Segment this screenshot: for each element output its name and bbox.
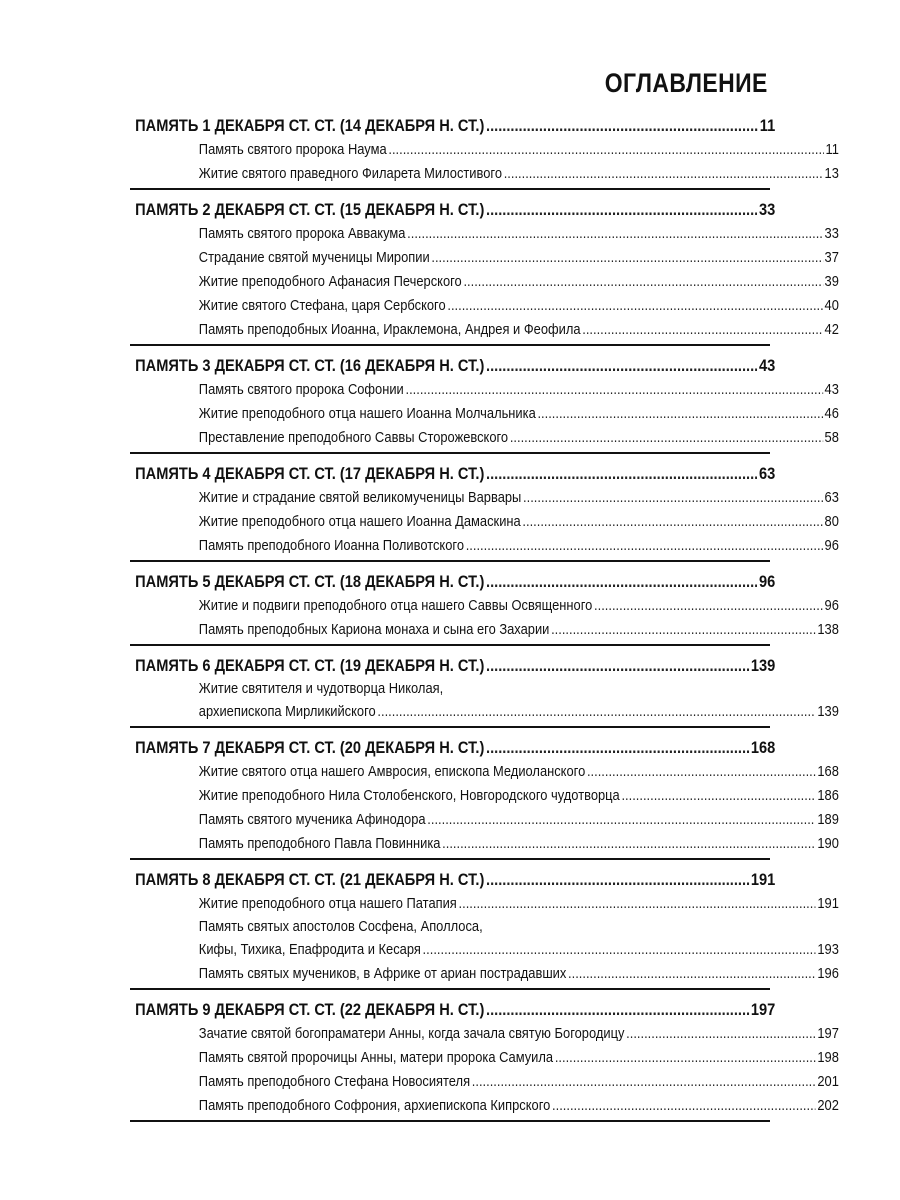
toc-entry[interactable] (130, 618, 839, 642)
section-heading[interactable] (130, 562, 780, 594)
entry-title: Память преподобного Иоанна Поливотского (198, 537, 464, 554)
leader-dots (423, 938, 816, 962)
toc-title: ОГЛАВЛЕНИЕ (604, 68, 768, 98)
leader-dots (486, 198, 757, 222)
section-page-number: 197 (750, 1000, 776, 1019)
entry-title: Житие преподобного отца нашего Иоанна Дамаскина (198, 513, 521, 530)
toc-entry[interactable] (130, 962, 839, 986)
entry-page-number: 43 (824, 381, 839, 398)
toc-section (130, 860, 839, 990)
entry-page-number: 33 (824, 225, 839, 242)
section-title: ПАМЯТЬ 9 ДЕКАБРЯ СТ. СТ. (22 ДЕКАБРЯ Н. СТ.) (135, 1000, 485, 1019)
section-title: ПАМЯТЬ 3 ДЕКАБРЯ СТ. СТ. (16 ДЕКАБРЯ Н. СТ.) (135, 356, 485, 375)
toc-entry[interactable] (130, 700, 839, 724)
leader-dots (459, 892, 816, 916)
section-page-number: 63 (758, 464, 776, 483)
leader-dots (388, 138, 823, 162)
toc-entry[interactable] (130, 808, 839, 832)
entry-page-number: 196 (817, 965, 839, 982)
leader-dots (510, 426, 823, 450)
section-heading[interactable] (130, 106, 780, 138)
leader-dots (626, 1022, 816, 1046)
entry-title: Житие святого Стефана, царя Сербского (198, 297, 446, 314)
entry-title: Житие преподобного Афанасия Печерского (198, 273, 462, 290)
toc-section (130, 106, 839, 190)
section-heading[interactable] (130, 646, 780, 678)
entry-title: Память преподобных Кариона монаха и сына его Захарии (198, 621, 550, 638)
toc-entry[interactable] (130, 938, 839, 962)
toc-entry[interactable] (130, 832, 839, 856)
toc-entry[interactable] (130, 138, 839, 162)
entry-title: Память преподобных Иоанна, Ираклемона, Андрея и Феофила (198, 321, 581, 338)
entry-title: Житие святого отца нашего Амвросия, епископа Медиоланского (198, 763, 586, 780)
entry-page-number: 13 (824, 165, 839, 182)
entry-page-number: 190 (817, 835, 839, 852)
leader-dots (486, 868, 749, 892)
entry-page-number: 138 (817, 621, 839, 638)
toc-entry-line[interactable] (130, 916, 839, 938)
entry-page-number: 37 (824, 249, 839, 266)
entry-title: Память преподобного Стефана Новосиятеля (198, 1073, 471, 1090)
section-title: ПАМЯТЬ 7 ДЕКАБРЯ СТ. СТ. (20 ДЕКАБРЯ Н. СТ.) (135, 738, 485, 757)
entry-page-number: 202 (817, 1097, 839, 1114)
leader-dots (486, 570, 757, 594)
leader-dots (504, 162, 823, 186)
entry-page-number: 191 (817, 895, 839, 912)
leader-dots (582, 318, 823, 342)
leader-dots (447, 294, 822, 318)
entry-title: Зачатие святой богопраматери Анны, когда зачала святую Богородицу (198, 1025, 625, 1042)
section-title: ПАМЯТЬ 6 ДЕКАБРЯ СТ. СТ. (19 ДЕКАБРЯ Н. СТ.) (135, 656, 485, 675)
entry-title: Память святого мученика Афинодора (198, 811, 426, 828)
entry-title: Кифы, Тихика, Епафродита и Кесаря (198, 941, 421, 958)
entry-page-number: 186 (817, 787, 839, 804)
leader-dots (522, 510, 822, 534)
entry-page-number: 58 (824, 429, 839, 446)
leader-dots (486, 998, 749, 1022)
leader-dots (555, 1046, 816, 1070)
entry-title: Память святого пророка Аввакума (198, 225, 406, 242)
leader-dots (486, 462, 757, 486)
entry-page-number: 96 (824, 597, 839, 614)
toc-entry[interactable] (130, 378, 839, 402)
entry-page-number: 11 (825, 141, 839, 158)
entry-title: Преставление преподобного Саввы Сторожевского (198, 429, 509, 446)
leader-dots (431, 246, 822, 270)
section-heading[interactable] (130, 190, 780, 222)
leader-dots (442, 832, 815, 856)
leader-dots (587, 760, 816, 784)
section-heading[interactable] (130, 454, 780, 486)
entry-page-number: 139 (817, 703, 839, 720)
entry-page-number: 80 (824, 513, 839, 530)
section-title: ПАМЯТЬ 8 ДЕКАБРЯ СТ. СТ. (21 ДЕКАБРЯ Н. СТ.) (135, 870, 485, 889)
toc-section (130, 728, 839, 860)
entry-title: Память святых мучеников, в Африке от ариан пострадавших (198, 965, 567, 982)
entry-title: Память преподобного Павла Повинника (198, 835, 441, 852)
section-heading[interactable] (130, 728, 780, 760)
section-heading[interactable] (130, 860, 780, 892)
entry-page-number: 197 (817, 1025, 839, 1042)
toc-entry[interactable] (130, 246, 839, 270)
section-page-number: 43 (758, 356, 776, 375)
entry-page-number: 46 (824, 405, 839, 422)
entry-page-number: 63 (824, 489, 839, 506)
toc-entry[interactable] (130, 294, 839, 318)
toc-entry[interactable] (130, 426, 839, 450)
leader-dots (594, 594, 823, 618)
leader-dots (551, 618, 816, 642)
toc-entry[interactable] (130, 534, 839, 558)
toc-entry[interactable] (130, 892, 839, 916)
section-page-number: 33 (758, 200, 776, 219)
toc-entry[interactable] (130, 1022, 839, 1046)
leader-dots (486, 736, 749, 760)
toc-section (130, 454, 839, 562)
entry-title: Житие преподобного отца нашего Иоанна Молчальника (198, 405, 536, 422)
leader-dots (486, 654, 749, 678)
entry-page-number: 189 (817, 811, 839, 828)
toc-entry[interactable] (130, 760, 839, 784)
entry-title-line: Житие святителя и чудотворца Николая, (198, 680, 444, 697)
entry-page-number: 39 (824, 273, 839, 290)
entry-title: Память святой пророчицы Анны, матери пророка Самуила (198, 1049, 554, 1066)
toc-section (130, 562, 839, 646)
section-title: ПАМЯТЬ 4 ДЕКАБРЯ СТ. СТ. (17 ДЕКАБРЯ Н. СТ.) (135, 464, 485, 483)
entry-title: архиепископа Мирликийского (198, 703, 376, 720)
leader-dots (568, 962, 816, 986)
toc-entry[interactable] (130, 784, 839, 808)
entry-title-line: Память святых апостолов Сосфена, Аполлоса, (198, 918, 483, 935)
leader-dots (486, 354, 757, 378)
toc-entry[interactable] (130, 510, 839, 534)
toc-entry-line[interactable] (130, 678, 839, 700)
toc-section (130, 346, 839, 454)
section-title: ПАМЯТЬ 1 ДЕКАБРЯ СТ. СТ. (14 ДЕКАБРЯ Н. СТ.) (135, 116, 485, 135)
entry-page-number: 42 (824, 321, 839, 338)
entry-title: Житие преподобного отца нашего Патапия (198, 895, 457, 912)
leader-dots (552, 1094, 816, 1118)
toc-entry[interactable] (130, 270, 839, 294)
entry-title: Память святого пророка Наума (198, 141, 387, 158)
toc-section (130, 990, 839, 1122)
section-page-number: 191 (750, 870, 776, 889)
entry-page-number: 168 (817, 763, 839, 780)
leader-dots (472, 1070, 816, 1094)
leader-dots (427, 808, 815, 832)
leader-dots (405, 378, 822, 402)
section-page-number: 96 (758, 572, 776, 591)
toc-entry[interactable] (130, 402, 839, 426)
toc-entry[interactable] (130, 1070, 839, 1094)
entry-title: Память преподобного Софрония, архиепископа Кипрского (198, 1097, 551, 1114)
toc-entry[interactable] (130, 1094, 839, 1118)
toc-section (130, 646, 839, 728)
section-title: ПАМЯТЬ 2 ДЕКАБРЯ СТ. СТ. (15 ДЕКАБРЯ Н. СТ.) (135, 200, 485, 219)
section-page-number: 11 (759, 116, 776, 135)
leader-dots (407, 222, 823, 246)
leader-dots (377, 700, 815, 724)
entry-title: Житие святого праведного Филарета Милостивого (198, 165, 502, 182)
leader-dots (537, 402, 822, 426)
section-heading[interactable] (130, 346, 780, 378)
section-page-number: 139 (750, 656, 776, 675)
toc-entry[interactable] (130, 162, 839, 186)
entry-title: Страдание святой мученицы Миропии (198, 249, 430, 266)
leader-dots (486, 114, 758, 138)
entry-page-number: 193 (817, 941, 839, 958)
toc-entry[interactable] (130, 1046, 839, 1070)
entry-page-number: 201 (817, 1073, 839, 1090)
table-of-contents (130, 106, 839, 1122)
toc-entry[interactable] (130, 486, 839, 510)
section-title: ПАМЯТЬ 5 ДЕКАБРЯ СТ. СТ. (18 ДЕКАБРЯ Н. СТ.) (135, 572, 485, 591)
entry-title: Житие преподобного Нила Столобенского, Новгородского чудотворца (198, 787, 620, 804)
toc-entry[interactable] (130, 318, 839, 342)
entry-page-number: 40 (824, 297, 839, 314)
leader-dots (466, 534, 823, 558)
leader-dots (523, 486, 823, 510)
section-heading[interactable] (130, 990, 780, 1022)
section-page-number: 168 (750, 738, 776, 757)
toc-entry[interactable] (130, 594, 839, 618)
leader-dots (621, 784, 815, 808)
toc-section (130, 190, 839, 346)
entry-title: Житие и подвиги преподобного отца нашего Саввы Освященного (198, 597, 593, 614)
entry-page-number: 198 (817, 1049, 839, 1066)
entry-title: Житие и страдание святой великомученицы Варвары (198, 489, 522, 506)
toc-entry[interactable] (130, 222, 839, 246)
entry-title: Память святого пророка Софонии (198, 381, 404, 398)
entry-page-number: 96 (824, 537, 839, 554)
leader-dots (463, 270, 822, 294)
